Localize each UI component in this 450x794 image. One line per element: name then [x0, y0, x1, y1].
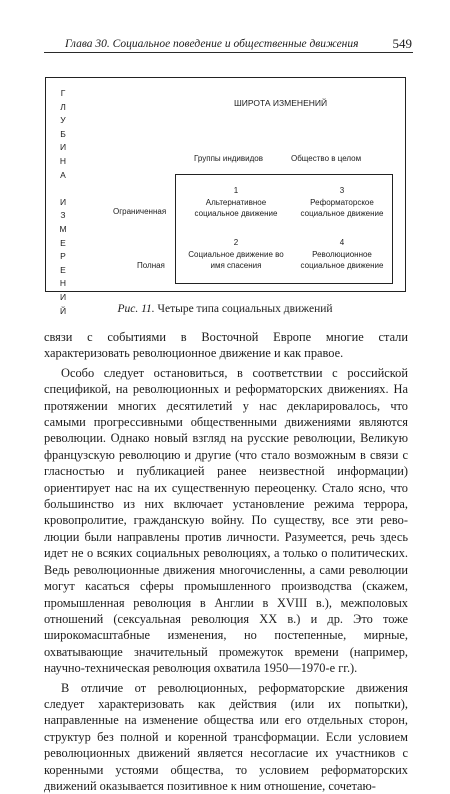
quadrant-cell-3: [292, 185, 392, 219]
vertical-letter: Р: [60, 251, 66, 262]
row-label-limited: Ограниченная: [113, 207, 167, 216]
paragraph: связи с событиями в Восточной Европе многие стали характеризовать революционное движение и как правое.: [44, 330, 408, 361]
row-label-full: Полная: [137, 261, 165, 270]
quadrant-number: 2: [233, 238, 239, 247]
paragraph: В отличие от революционных, реформаторские движения следует характеризовать как действия (или их попытки), направленные на изменение общества или его отдельных сторон, структур без полной и коренной трансформации. Если условием революционных движений является несогласие их участников с коренными устоями общества, то условием реформаторских движений оказывается позитивное к ним отношение, сочетаю-: [44, 680, 408, 793]
col-header-groups: Группы индивидов: [194, 154, 263, 163]
page-number: 549: [392, 36, 412, 51]
caption-number: Рис. 11.: [117, 303, 155, 315]
quadrant-cell-1: [184, 185, 288, 219]
vertical-letter: Й: [59, 305, 67, 316]
vertical-letter: З: [60, 210, 66, 221]
quadrant-text: Социальное движение во имя спасения: [188, 250, 284, 270]
vertical-letter: А: [60, 169, 66, 180]
vertical-letter: М: [59, 223, 67, 234]
figure-caption: [0, 303, 450, 315]
vertical-letter: Г: [60, 88, 66, 98]
vertical-letter: Е: [60, 237, 66, 248]
quadrant-cell-4: [292, 237, 392, 271]
vertical-letter: Н: [59, 278, 67, 289]
running-title: Глава 30. Социальное поведение и общественные движения: [65, 38, 359, 50]
quadrant-number: 1: [233, 186, 239, 195]
body-text: [44, 329, 408, 794]
quadrant-number: 3: [339, 186, 345, 195]
vertical-letter: И: [59, 196, 67, 207]
quadrant-text: Реформаторское социальное движение: [300, 198, 384, 218]
vertical-letter: И: [59, 142, 67, 153]
running-header: [44, 36, 413, 53]
depth-of-change-axis-label: [58, 87, 68, 318]
vertical-letter: Л: [60, 101, 66, 112]
breadth-of-change-title: ШИРОТА ИЗМЕНЕНИЙ: [234, 98, 328, 108]
vertical-letter: У: [60, 115, 66, 126]
quadrant-grid: [175, 174, 393, 284]
quadrant-cell-2: [184, 237, 288, 271]
quadrant-text: Альтернативное социальное движение: [194, 198, 278, 218]
paragraph: Особо следует остановиться, в соответствии с российской спецификой, на революционных и реформаторских движениях. На протяжении многих десятилетий у нас декларировалось, что самыми прогрессивными общественными движениями являются революции. Однако новый взгляд на русские революции, Великую французскую революцию и другие (что стало возможным в связи с гласностью и публикацией ранее неизвестной информации) ориентирует нас на их существенную переоценку. Стало ясно, что большинство из них включает установление режима террора, кровопролитие, гражданскую войну. По существу, все эти революции были направлены против личности. Разумеется, речь здесь идет не о всяких социальных революциях, а только о политических. Ведь революционные движения многочисленны, а сами революции могут касаться сферы промышленного производства (скажем, промышленная революция в Англии в XVIII в.), межполовых отношений (сексуальная революция XX в.) и др. Это тоже широкомасштабные изменения, но постепенные, мирные, охватывающие значительный промежуток времени (например, научно-техническая революция охватила 1950—1970-е гг.).: [44, 365, 408, 676]
vertical-letter: Е: [60, 264, 66, 275]
caption-text: Четыре типа социальных движений: [157, 303, 333, 315]
vertical-letter: Н: [59, 155, 67, 166]
col-header-society: Общество в целом: [291, 154, 362, 163]
vertical-letter: И: [59, 291, 67, 302]
quadrant-text: Революционное социальное движение: [300, 250, 384, 270]
vertical-letter: Б: [60, 128, 66, 139]
quadrant-number: 4: [339, 238, 345, 247]
